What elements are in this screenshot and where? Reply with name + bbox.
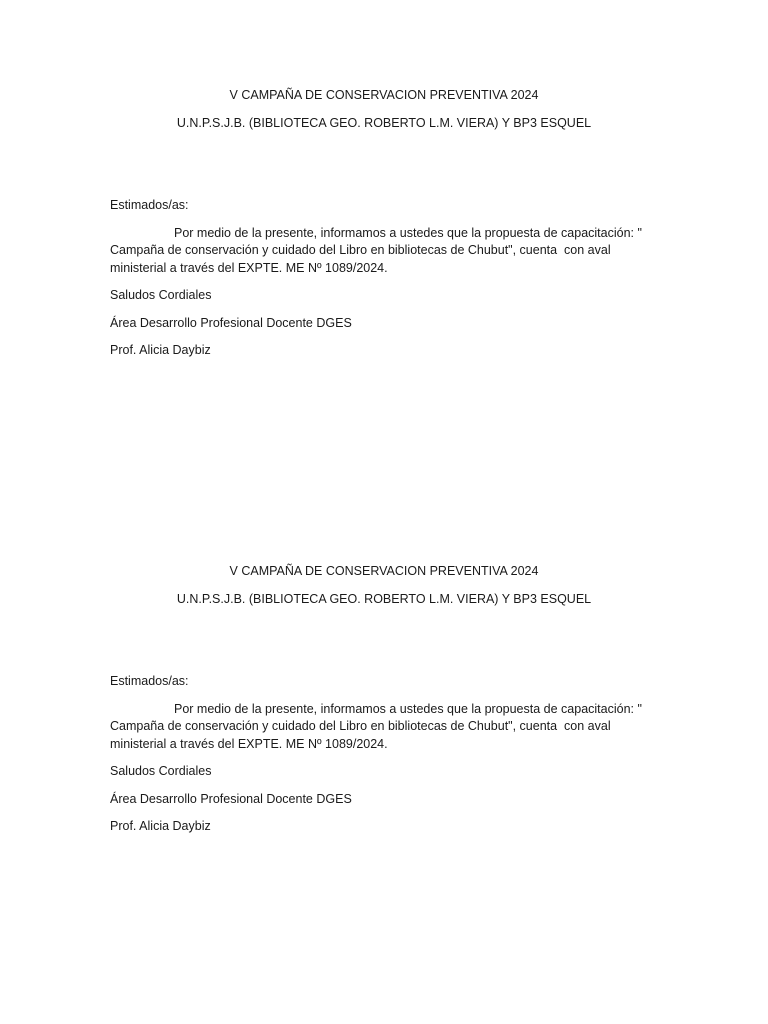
letter-title-line-2: U.N.P.S.J.B. (BIBLIOTECA GEO. ROBERTO L.M. VIERA) Y BP3 ESQUEL xyxy=(176,115,592,130)
letter-body: Por medio de la presente, informamos a ustedes que la propuesta de capacitación: " Campaña de conservación y cuidado del Libro en bibliotecas de Chubut", cuenta con aval ministerial a través del EXPTE. ME Nº 1089/2024. xyxy=(110,225,646,275)
letter-closing: Saludos Cordiales xyxy=(110,764,212,778)
letter-signatory: Prof. Alicia Daybiz xyxy=(110,343,211,357)
letter-department: Área Desarrollo Profesional Docente DGES xyxy=(110,791,352,806)
letter-2 xyxy=(110,563,658,846)
letter-signatory: Prof. Alicia Daybiz xyxy=(110,819,211,833)
letter-title-line-2: U.N.P.S.J.B. (BIBLIOTECA GEO. ROBERTO L.M. VIERA) Y BP3 ESQUEL xyxy=(176,591,592,606)
letter-greeting: Estimados/as: xyxy=(110,198,189,212)
letter-greeting: Estimados/as: xyxy=(110,674,189,688)
letter-title-line-1: V CAMPAÑA DE CONSERVACION PREVENTIVA 2024 xyxy=(229,88,539,102)
letter-department: Área Desarrollo Profesional Docente DGES xyxy=(110,315,352,330)
letter-closing: Saludos Cordiales xyxy=(110,288,212,302)
letter-title-line-1: V CAMPAÑA DE CONSERVACION PREVENTIVA 2024 xyxy=(229,564,539,578)
letter-1 xyxy=(110,87,658,370)
letter-body: Por medio de la presente, informamos a ustedes que la propuesta de capacitación: " Campaña de conservación y cuidado del Libro en bibliotecas de Chubut", cuenta con aval ministerial a través del EXPTE. ME Nº 1089/2024. xyxy=(110,701,646,751)
